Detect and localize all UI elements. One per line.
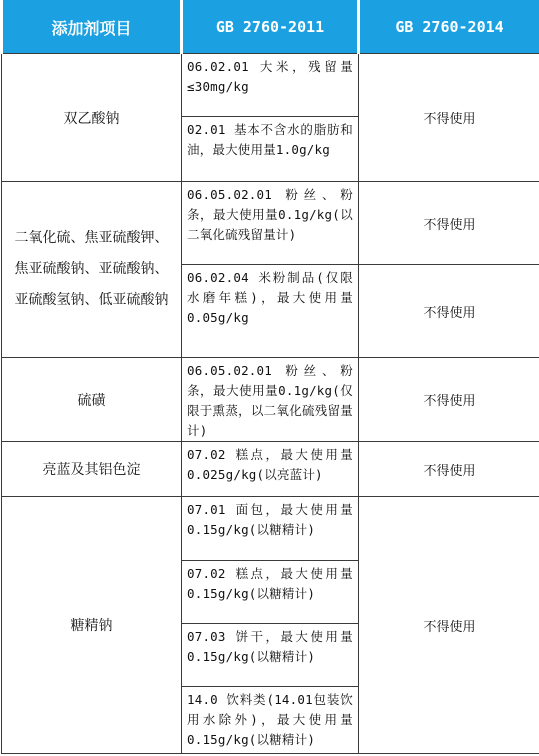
spec-2011: 07.02 糕点，最大使用量0.15g/kg(以糖精计)	[182, 561, 359, 624]
table-row	[2, 442, 539, 497]
status-2014: 不得使用	[359, 442, 539, 497]
table-row	[2, 54, 539, 117]
status-2014: 不得使用	[359, 497, 539, 754]
status-2014: 不得使用	[359, 182, 539, 265]
spec-2011: 06.02.01 大米，残留量≤30mg/kg	[182, 54, 359, 117]
header-additive-item: 添加剂项目	[2, 1, 182, 54]
table-row	[2, 358, 539, 442]
spec-2011: 06.05.02.01 粉丝、粉条，最大使用量0.1g/kg(仅限于熏蒸，以二氧化硫残留量计)	[182, 358, 359, 442]
spec-2011: 14.0 饮料类(14.01包装饮用水除外)，最大使用量0.15g/kg(以糖精计)	[182, 687, 359, 754]
table-row	[2, 497, 539, 561]
spec-2011: 07.01 面包，最大使用量0.15g/kg(以糖精计)	[182, 497, 359, 561]
spec-2011: 02.01 基本不含水的脂肪和油，最大使用量1.0g/kg	[182, 117, 359, 182]
table-row	[2, 182, 539, 265]
spec-2011: 07.02 糕点，最大使用量0.025g/kg(以亮蓝计)	[182, 442, 359, 497]
spec-2011: 06.02.04 米粉制品(仅限水磨年糕)，最大使用量0.05g/kg	[182, 265, 359, 358]
status-2014: 不得使用	[359, 358, 539, 442]
additive-name: 硫磺	[2, 358, 182, 442]
additive-name: 糖精钠	[2, 497, 182, 754]
status-2014: 不得使用	[359, 265, 539, 358]
spec-2011: 07.03 饼干，最大使用量0.15g/kg(以糖精计)	[182, 624, 359, 687]
header-gb-2014: GB 2760-2014	[359, 1, 539, 54]
additive-name: 亮蓝及其铝色淀	[2, 442, 182, 497]
additive-name: 双乙酸钠	[2, 54, 182, 182]
spec-2011: 06.05.02.01 粉丝、粉条，最大使用量0.1g/kg(以二氧化硫残留量计)	[182, 182, 359, 265]
header-gb-2011: GB 2760-2011	[182, 1, 359, 54]
header-row	[2, 1, 539, 54]
additive-name: 二氧化硫、焦亚硫酸钾、焦亚硫酸钠、亚硫酸钠、亚硫酸氢钠、低亚硫酸钠	[2, 182, 182, 358]
status-2014: 不得使用	[359, 54, 539, 182]
